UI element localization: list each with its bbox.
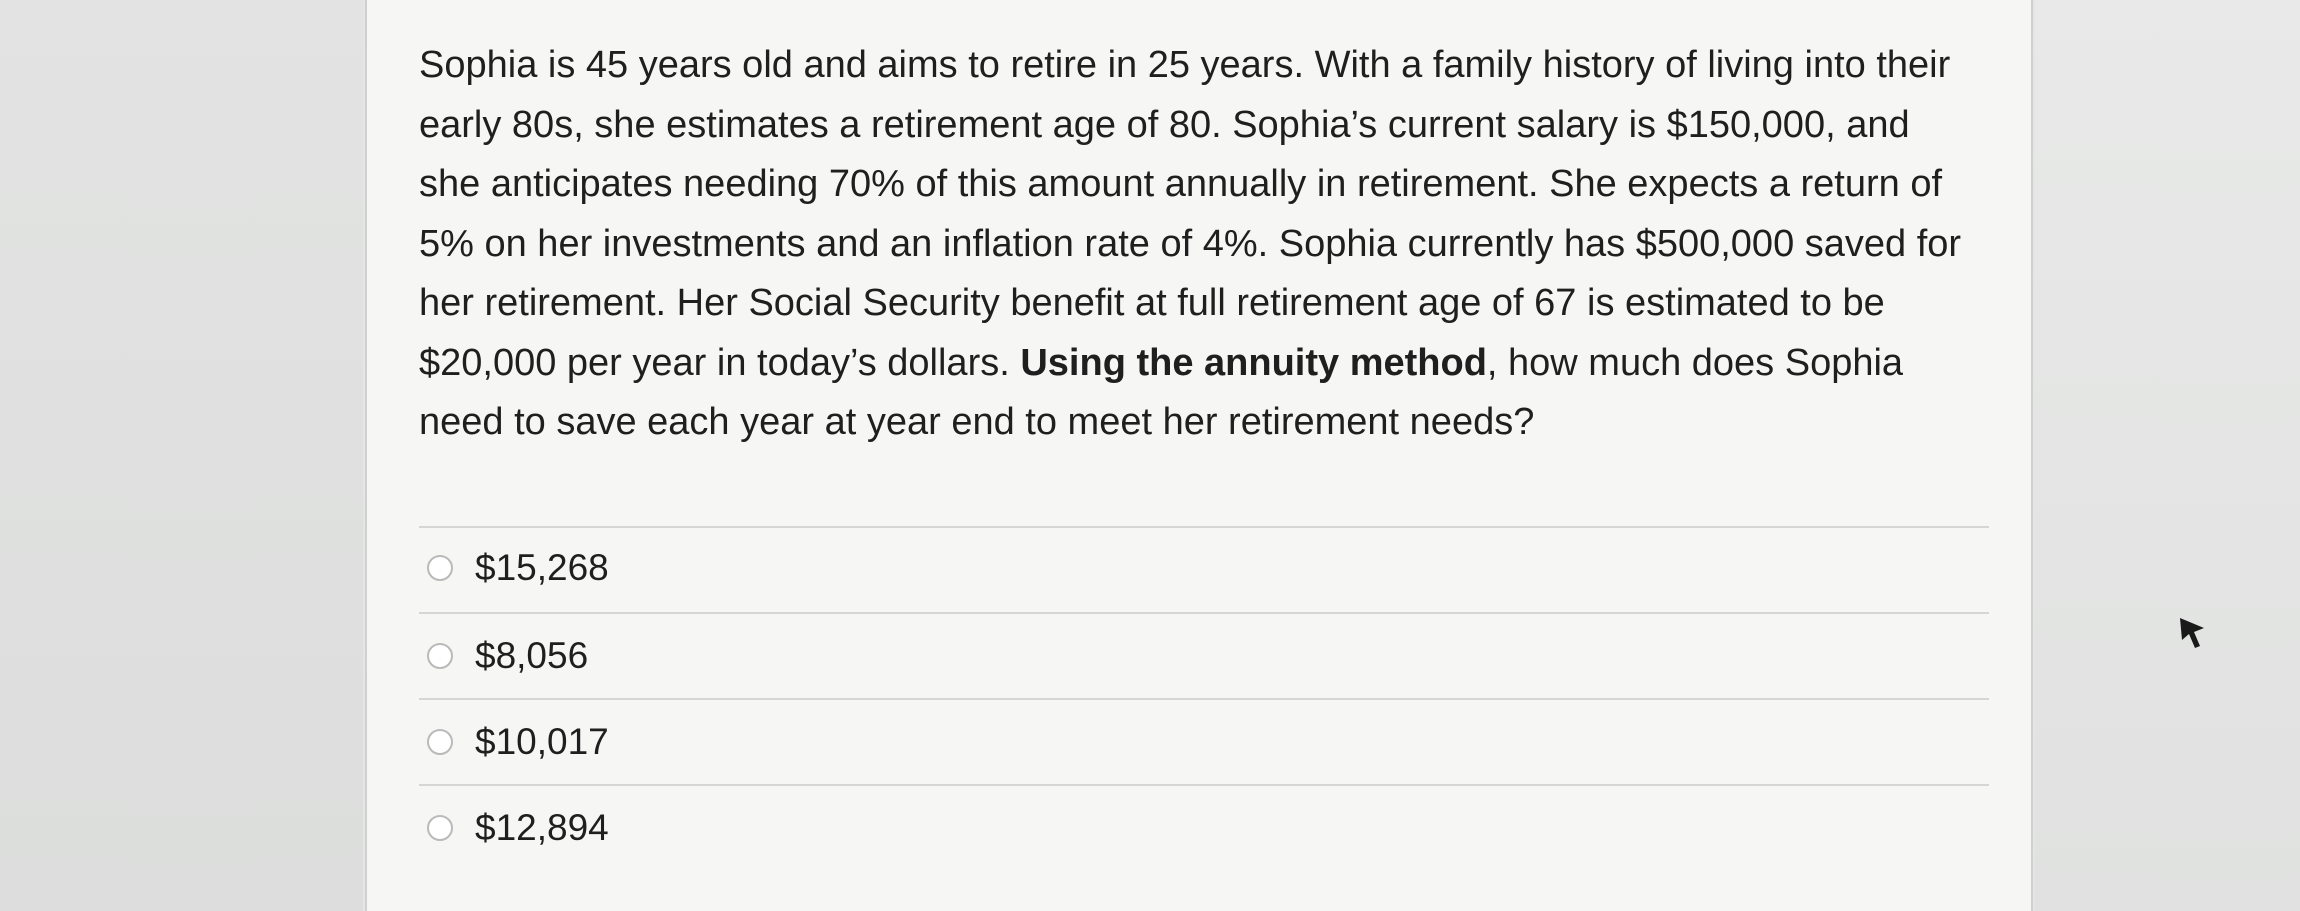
radio-button[interactable] xyxy=(427,555,453,581)
answer-option-1[interactable] xyxy=(427,540,609,596)
question-text xyxy=(419,36,1979,453)
mouse-pointer-icon xyxy=(2178,616,2208,652)
background-left xyxy=(0,0,363,911)
question-text-tail: , how much does Sophia need to save each year at year end to meet her retirement needs? xyxy=(419,341,1904,443)
answer-option-4[interactable] xyxy=(427,800,609,856)
question-panel xyxy=(365,0,2033,911)
radio-button[interactable] xyxy=(427,729,453,755)
answer-option-label: $15,268 xyxy=(475,547,609,588)
background-right xyxy=(2035,0,2300,911)
divider xyxy=(419,526,1989,528)
divider xyxy=(419,784,1989,786)
answer-option-label: $10,017 xyxy=(475,721,609,762)
question-text-main: Sophia is 45 years old and aims to retire in 25 years. With a family history of living into their early 80s, she estimates a retirement age of 80. Sophia’s current salary is $150,000, and she anticipates needing 70% of this amount annually in retirement. She expects a return of 5% on her investments and an inflation rate of 4%. Sophia currently has $500,000 saved for her retirement. Her Social Security benefit at full retirement age of 67 is estimated to be $20,000 per year in today’s dollars. xyxy=(419,44,1962,384)
answer-option-2[interactable] xyxy=(427,628,588,684)
question-text-emphasis: Using the annuity method xyxy=(1020,341,1487,384)
radio-button[interactable] xyxy=(427,815,453,841)
divider xyxy=(419,698,1989,700)
divider xyxy=(419,612,1989,614)
answer-option-label: $12,894 xyxy=(475,807,609,848)
answer-option-label: $8,056 xyxy=(475,635,589,676)
answer-option-3[interactable] xyxy=(427,714,609,770)
radio-button[interactable] xyxy=(427,643,453,669)
